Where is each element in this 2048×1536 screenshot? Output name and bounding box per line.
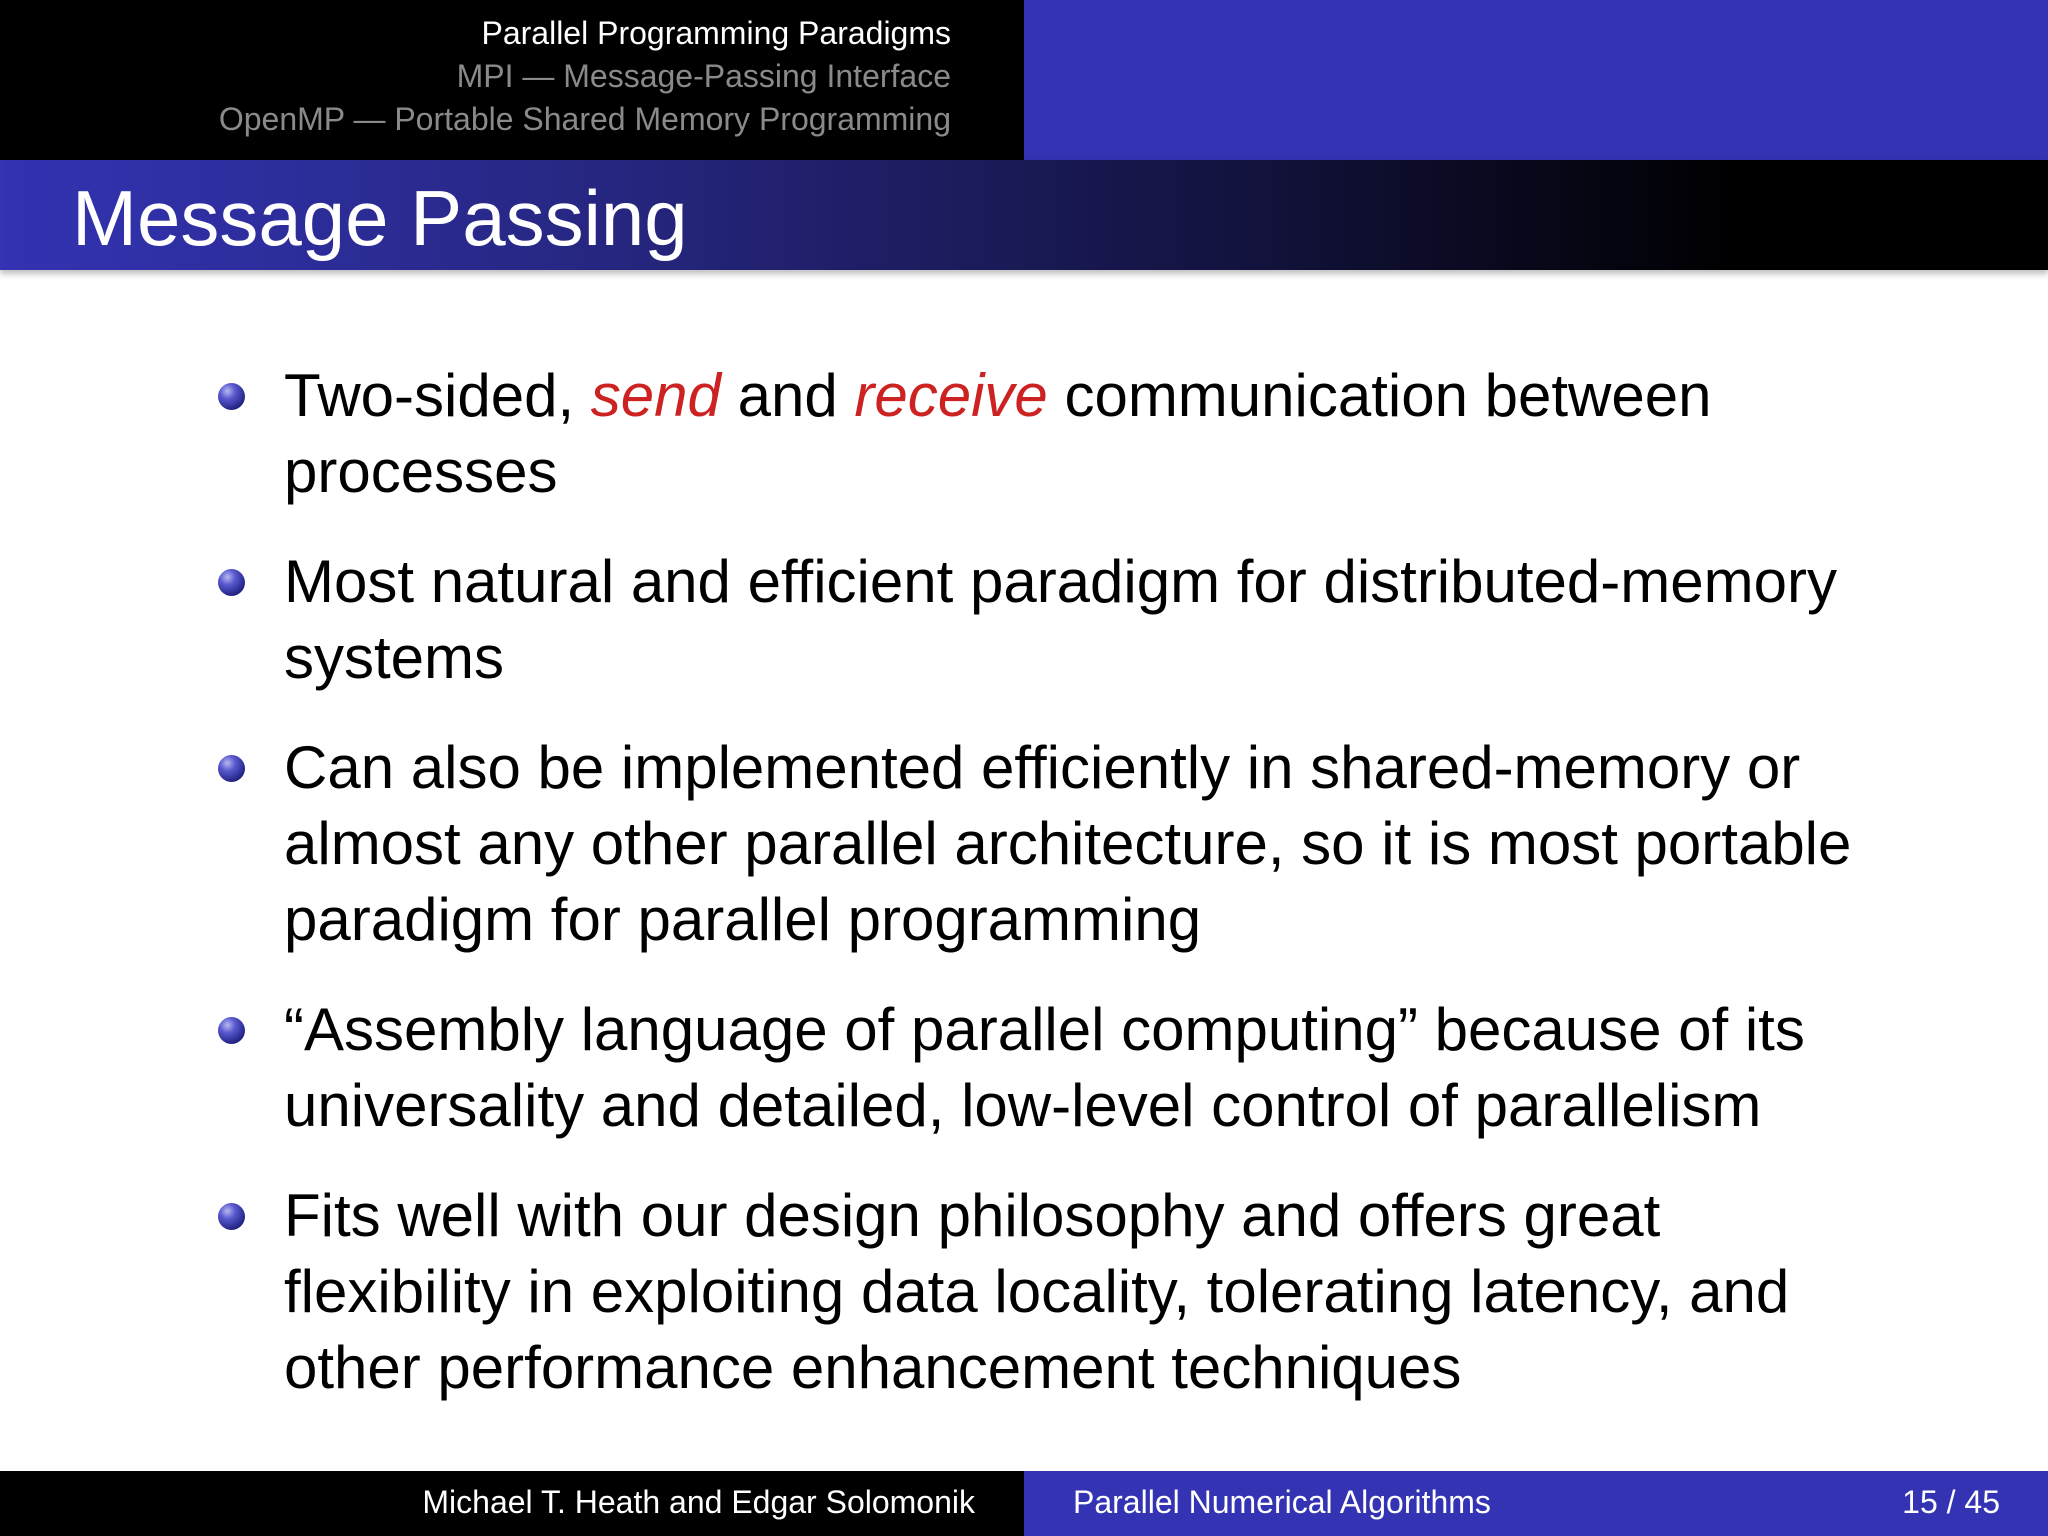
header-nav-bar [0,0,1024,160]
bullet-text: “Assembly language of parallel computing” because of its universality and detailed, low-level control of parallelism [284,996,1805,1139]
alert-text: send [590,362,721,429]
footer-left [0,1471,1024,1536]
nav-section-parallel-programming-paradigms[interactable]: Parallel Programming Paradigms [481,15,951,51]
alert-text: receive [854,362,1048,429]
nav-section-openmp[interactable]: OpenMP — Portable Shared Memory Programming [218,101,951,137]
bullet-item [218,544,1898,696]
bullet-item [218,1178,1898,1406]
nav-section-mpi[interactable]: MPI — Message-Passing Interface [456,58,951,94]
bullet-text: and [720,362,855,429]
bullet-ball-icon [218,755,245,782]
bullet-ball-icon [218,383,245,410]
bullet-text: Can also be implemented efficiently in shared-memory or almost any other parallel architecture, so it is most portable paradigm for parallel programming [284,734,1852,953]
footer-right [1024,1471,2048,1536]
footer-authors: Michael T. Heath and Edgar Solomonik [422,1484,975,1520]
footer-short-title: Parallel Numerical Algorithms [1073,1484,1491,1520]
frame-title: Message Passing [72,174,688,262]
frame-title-bar [0,160,2048,270]
bullet-item [218,358,1898,510]
section-navigation [219,12,951,141]
bullet-ball-icon [218,569,245,596]
footer-page-number: 15 / 45 [1902,1484,2000,1520]
bullet-item [218,992,1898,1144]
bullet-ball-icon [218,1203,245,1230]
bullet-text: Two-sided, [284,362,591,429]
bullet-text: Fits well with our design philosophy and offers great flexibility in exploiting data locality, tolerating latency, and other performance enhancement techniques [284,1182,1790,1401]
bullet-item [218,730,1898,958]
bullet-text: Most natural and efficient paradigm for distributed-memory systems [284,548,1837,691]
bullet-ball-icon [218,1017,245,1044]
bullet-list [218,358,1898,1440]
header-nav-bar-right [1024,0,2048,160]
bullet-text: communication between processes [284,362,1712,505]
